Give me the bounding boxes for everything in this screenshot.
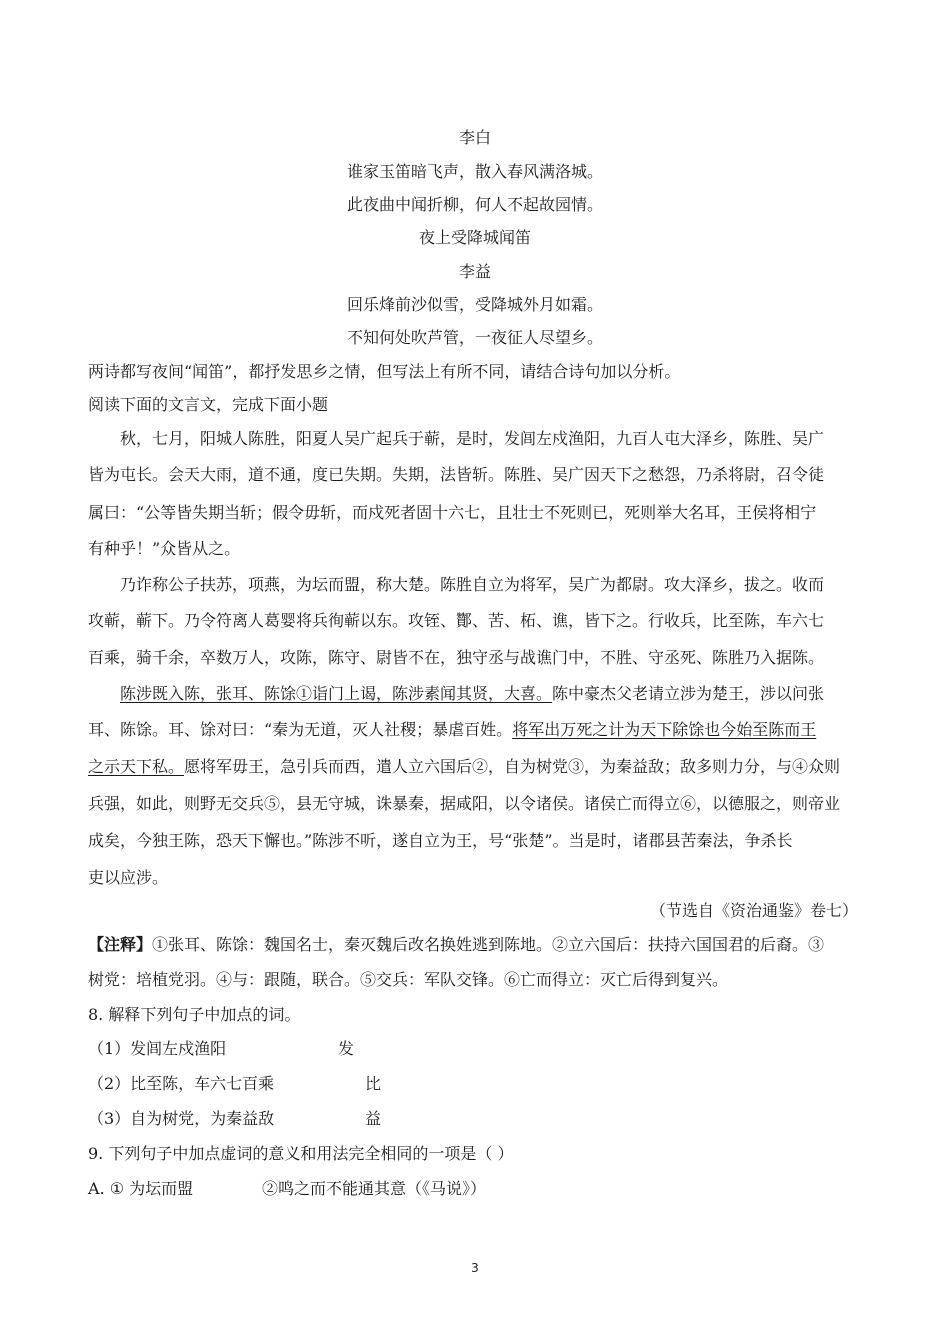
page-number: 3 xyxy=(471,1261,479,1275)
notes-line2: 树党：培植党羽。④与：跟随，联合。⑤交兵：军队交锋。⑥亡而得立：灭亡后得到复兴。 xyxy=(88,970,729,989)
q9-option-a-1: A. ① 为坛而盟 xyxy=(88,1179,194,1198)
underlined-sentence-2a: 将军出万死之计为天下除馀也今始至陈而王 xyxy=(512,720,817,739)
q8-item-3 xyxy=(88,1109,382,1129)
poem2-line2: 不知何处吹芦管，一夜征人尽望乡。 xyxy=(346,328,603,347)
q8-item-2 xyxy=(88,1074,382,1094)
underlined-sentence-2b: 之示天下私。 xyxy=(88,757,185,776)
notes-label: 【注释】 xyxy=(88,935,153,954)
passage-p3-line1 xyxy=(120,684,824,704)
poem2-title: 夜上受降城闻笛 xyxy=(418,228,531,247)
passage-p3-line1-rest: 陈中豪杰父老请立涉为楚王，涉以问张 xyxy=(552,684,825,703)
q8-item-1 xyxy=(88,1039,355,1059)
underlined-sentence-1: 陈涉既入陈，张耳、陈馀①诣门上谒，陈涉素闻其贤，大喜。 xyxy=(120,684,553,703)
passage-p3-line2 xyxy=(88,720,816,740)
poem-question: 两诗都写夜间“闻笛”，都抒发思乡之情，但写法上有所不同，请结合诗句加以分析。 xyxy=(88,362,681,381)
q8-item-3-word: 益 xyxy=(365,1109,382,1128)
passage-p1-line4: 有种乎！”众皆从之。 xyxy=(88,539,241,558)
poem1-line2: 此夜曲中闻折柳，何人不起故园情。 xyxy=(346,195,603,214)
passage-p3-line3 xyxy=(88,757,840,777)
q9-option-a-2: ②鸣之而不能通其意（《马说》） xyxy=(262,1179,487,1198)
reading-instruction: 阅读下面的文言文，完成下面小题 xyxy=(88,395,329,414)
q8-item-1-word: 发 xyxy=(338,1039,355,1058)
poem1-line1: 谁家玉笛暗飞声，散入春风满洛城。 xyxy=(346,162,603,181)
passage-p3-line4: 兵强，如此，则野无交兵⑤，县无守城，诛暴秦，据咸阳，以令诸侯。诸侯亡而得立⑥，以德服之，则帝业 xyxy=(88,794,841,813)
passage-p2-line2: 攻蕲，蕲下。乃令符离人葛婴将兵徇蕲以东。攻铚、酇、苦、柘、谯，皆下之。行收兵，比至陈，车六七 xyxy=(88,611,825,630)
passage-source: （节选自《资治通鉴》卷七） xyxy=(649,901,858,920)
passage-p3-line3-rest: 愿将军毋王，急引兵而西，遣人立六国后②，自为树党③，为秦益敌；敌多则力分，与④众则 xyxy=(184,757,841,776)
notes-line1 xyxy=(88,935,824,955)
passage-p1-line3: 属曰：“公等皆失期当斩；假令毋斩，而戍死者固十六七，且壮士不死则已，死则举大名耳，王侯将相宁 xyxy=(88,503,817,522)
passage-p2-line3: 百乘，骑千余，卒数万人，攻陈，陈守、尉皆不在，独守丞与战谯门中，不胜、守丞死、陈胜乃入据陈。 xyxy=(88,648,825,667)
notes-text-1: ①张耳、陈馀：魏国名士，秦灭魏后改名换姓逃到陈地。②立六国后：扶持六国国君的后裔。③ xyxy=(152,935,825,954)
q8-item-2-sentence: （2）比至陈，车六七百乘 xyxy=(88,1074,275,1093)
passage-p2-line1: 乃诈称公子扶苏，项燕，为坛而盟，称大楚。陈胜自立为将军，吴广为都尉。攻大泽乡，拔之。收而 xyxy=(120,575,825,594)
passage-p1-line1: 秋，七月，阳城人陈胜，阳夏人吴广起兵于蕲，是时，发闾左戍渔阳，九百人屯大泽乡，陈胜、吴广 xyxy=(120,429,825,448)
q9-option-a xyxy=(88,1179,487,1199)
passage-p1-line2: 皆为屯长。会天大雨，道不通，度已失期。失期，法皆斩。陈胜、吴广因天下之愁怨，乃杀将尉，召令徒 xyxy=(88,465,825,484)
passage-p3-line2-plain: 耳、陈馀。耳、馀对曰：“秦为无道，灭人社稷；暴虐百姓。 xyxy=(88,720,513,739)
poem2-line1: 回乐烽前沙似雪，受降城外月如霜。 xyxy=(346,295,603,314)
q8-stem: 8. 解释下列句子中加点的词。 xyxy=(88,1005,301,1024)
q8-item-3-sentence: （3）自为树党，为秦益敌 xyxy=(88,1109,275,1128)
q8-item-2-word: 比 xyxy=(365,1074,382,1093)
passage-p3-line5: 成矣，今独王陈，恐天下懈也。”陈涉不听，遂自立为王，号“张楚”。当是时，诸郡县苦秦法，争杀长 xyxy=(88,831,793,850)
q9-stem: 9. 下列句子中加点虚词的意义和用法完全相同的一项是（ ） xyxy=(88,1144,514,1163)
poem2-author: 李益 xyxy=(458,262,491,281)
poem1-author: 李白 xyxy=(458,128,491,147)
q8-item-1-sentence: （1）发闾左戍渔阳 xyxy=(88,1039,227,1058)
passage-p3-line6: 吏以应涉。 xyxy=(88,868,169,887)
